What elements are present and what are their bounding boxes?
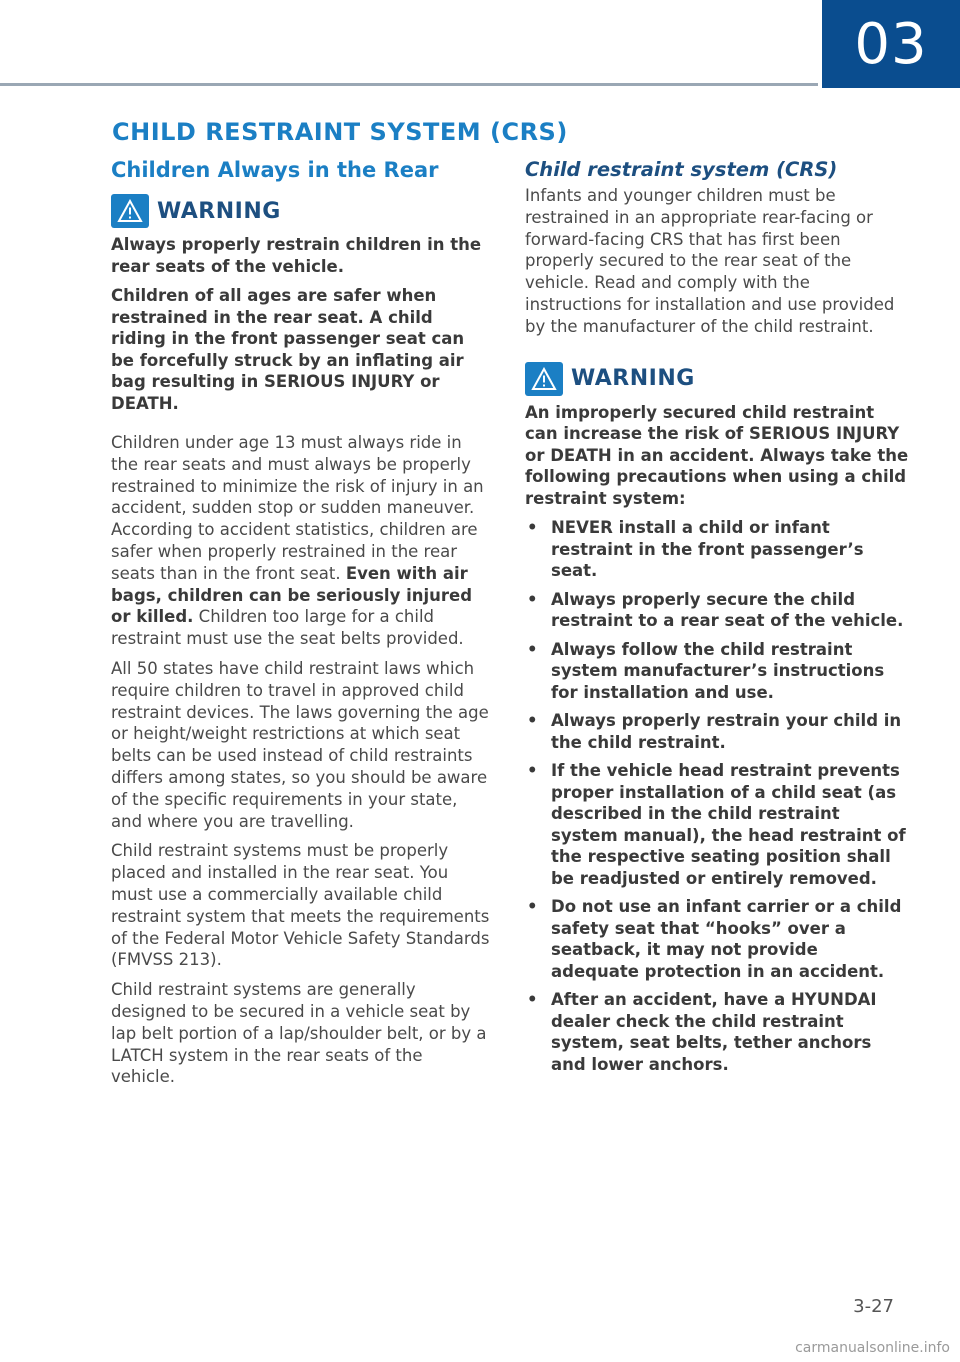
list-item: • Always follow the child restraint system manufacturer’s instructions for installation and use. xyxy=(525,639,910,704)
left-heading: Children Always in the Rear xyxy=(111,158,439,182)
body-text-run: Children too large for a child restraint must use the seat belts provided. xyxy=(111,607,464,649)
list-item: • If the vehicle head restraint prevents proper installation of a child seat (as described in the child restraint system manual), the head restraint of the respective seating position shall be readjusted or entirely removed. xyxy=(525,760,910,889)
warning-label: WARNING xyxy=(571,366,695,392)
warning-paragraph: Children of all ages are safer when restrained in the rear seat. A child riding in the front passenger seat can be forcefully struck by an inflating air bag resulting in SERIOUS INJURY or DEATH. xyxy=(111,286,465,413)
right-column xyxy=(525,158,910,1082)
body-text-run: Children under age 13 must always ride in the rear seats and must always be properly restrained to minimize the risk of injury in an accident, sudden stop or sudden maneuver. According to accident statistics, children are safer when properly restrained in the rear seats than in the front seat. xyxy=(111,433,484,583)
body-text-emphasis: Even with air bags, children can be seriously injured or killed. xyxy=(111,563,473,627)
warning-triangle-icon xyxy=(111,194,149,228)
list-item: • Do not use an infant carrier or a child safety seat that “hooks” over a seatback, it may not provide adequate protection in an accident. xyxy=(525,896,910,982)
body-paragraph: Child restraint systems must be properly placed and installed in the rear seat. You must use a commercially available child restraint system that meets the requirements of the Federal Motor Vehicle Safety Standards (FMVSS 213). xyxy=(111,841,490,970)
list-item: • Always properly restrain your child in the child restraint. xyxy=(525,710,910,753)
list-item: • After an accident, have a HYUNDAI dealer check the child restraint system, seat belts, tether anchors and lower anchors. xyxy=(525,989,910,1075)
left-warning-header xyxy=(111,194,491,228)
header-rule xyxy=(0,83,818,86)
warning-paragraph: An improperly secured child restraint can increase the risk of SERIOUS INJURY or DEATH in an accident. Always take the following precautions when using a child restraint system: xyxy=(525,402,909,508)
list-item: • NEVER install a child or infant restraint in the front passenger’s seat. xyxy=(525,517,910,582)
warning-paragraph: Always properly restrain children in the rear seats of the vehicle. xyxy=(111,235,482,276)
warning-label: WARNING xyxy=(157,198,281,224)
left-column xyxy=(111,158,491,1096)
chapter-tab: 03 xyxy=(822,0,960,88)
body-paragraph xyxy=(111,432,491,650)
right-warning-header xyxy=(525,362,910,396)
section-title: CHILD RESTRAINT SYSTEM (CRS) xyxy=(112,118,568,146)
warning-triangle-icon xyxy=(525,362,563,396)
body-paragraph: Child restraint systems are generally designed to be secured in a vehicle seat by lap belt portion of a lap/shoulder belt, or by a LATCH system in the rear seats of the vehicle. xyxy=(111,980,487,1087)
body-paragraph: All 50 states have child restraint laws which require children to travel in approved child restraint devices. The laws governing the age or height/weight restrictions at which seat belts can be used instead of child restraints differs among states, so you should be aware of the specific requirements in your state, and where you are travelling. xyxy=(111,658,489,831)
body-paragraph: Infants and younger children must be restrained in an appropriate rear-facing or forward-facing CRS that has first been properly secured to the rear seat of the vehicle. Read and comply with the instructions for installation and use provided by the manufacturer of the child restraint. xyxy=(525,186,895,336)
page-number: 3-27 xyxy=(853,1296,894,1317)
precaution-list xyxy=(525,517,910,1075)
right-heading: Child restraint system (CRS) xyxy=(525,158,838,181)
watermark: carmanualsonline.info xyxy=(795,1340,950,1356)
list-item: • Always properly secure the child restraint to a rear seat of the vehicle. xyxy=(525,589,910,632)
